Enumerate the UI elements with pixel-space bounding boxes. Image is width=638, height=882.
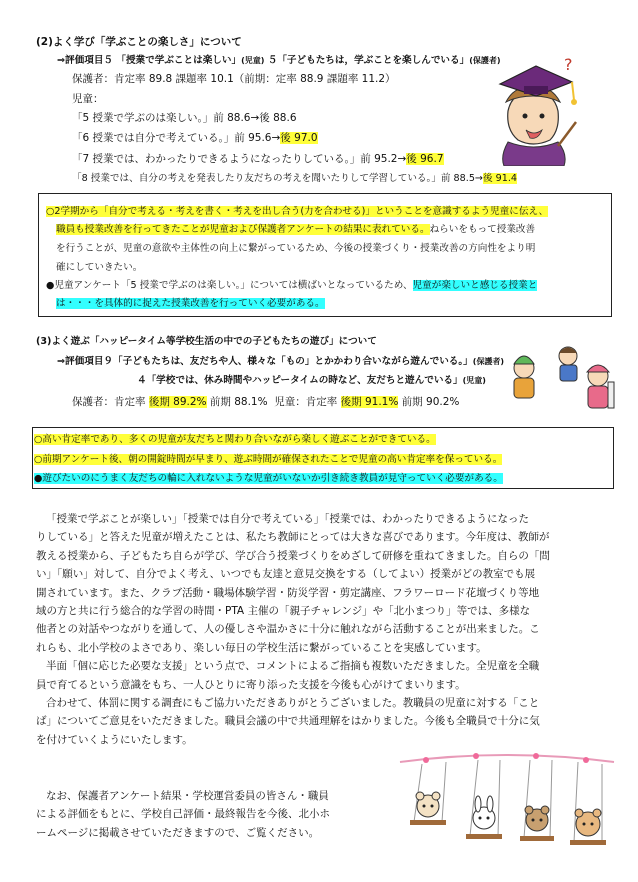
closing-text: なお、保護者アンケート結果・学校運営委員の皆さん・職員 による評価をもとに、学校自己評価・最終報告を今後、北小ホ ームページに掲載させていただきますので、ご覧ください。 (36, 790, 330, 839)
section3-rates-line: 保護者：肯定率 後期 89.2% 前期 88.1% 児童：肯定率 後期 91.1% 前期 90.2% (72, 396, 460, 408)
section2-box-line-6: は・・・を具体的に捉えた授業改善を行っていく必要がある。 (56, 298, 325, 309)
section2-box-line-5: ●児童アンケート「5 授業で学ぶのは楽しい。」については横ばいとなっているため、児童が楽しいと感じる授業と (46, 280, 538, 291)
eval-tag-child: (児童) (241, 56, 265, 65)
section2-heading: (2)よく学び「学ぶことの楽しさ」について (36, 36, 242, 48)
section3-box-line-3: ●遊びたいのにうまく友だちの輪に入れないような児童がいないか引き続き教員が見守っていく必要がある。 (34, 473, 503, 484)
svg-text:?: ? (564, 56, 573, 74)
section2-item-8: 「8 授業では、自分の考えを発表したり友だちの考えを聞いたりして学習している。」前 88.5→後 91.4 (72, 173, 517, 184)
professor-illustration-icon (488, 56, 588, 166)
eval-prefix: ⇒評価項目９ (57, 356, 114, 367)
section2-box-line-3: を行うことが、児童の意欲や主体性の向上に繋がっているため、今後の授業づくり・授業改善の方向性をより明 (56, 243, 536, 254)
section3-box-line-2: ○前期アンケート後、朝の開錠時間が早まり、遊ぶ時間が確保されたことで児童の高い肯定率を保っている。 (34, 454, 503, 465)
section2-eval-line (57, 52, 501, 70)
animals-swing-illustration-icon (396, 752, 618, 864)
eval-tag-child: (児童) (462, 376, 486, 385)
eval-item-a: 「子どもたちは、友だちや人、様々な「もの」とかかわり合いながら遊んでいる。」 (113, 356, 473, 367)
section2-item-7: 「7 授業では、わかったりできるようになったりしている。」前 95.2→後 96.7 (72, 153, 444, 165)
eval-tag-parent: (保護者) (472, 357, 505, 366)
section2-child-label: 児童： (72, 93, 104, 105)
eval-item-b: ４「学校では、休み時間やハッピータイムの時など、友だちと遊んでいる」 (137, 375, 463, 386)
highlight: 後 96.7 (406, 153, 444, 165)
eval-tag-parent: (保護者) (469, 56, 501, 65)
section2-box-line-2: 職員も授業改善を行ってきたことが児童および保護者アンケートの結果に表れている。ねらいをもって授業改善 (56, 224, 536, 235)
section2-item-6: 「6 授業では自分で考えている。」前 95.6→後 97.0 (72, 132, 318, 144)
section3-heading: (3)よく遊ぶ「ハッピータイム等学校生活の中での子どもたちの遊び」について (36, 336, 377, 347)
highlight: 後期 91.1% (340, 396, 399, 408)
eval-item-b: ５「子どもたちは，学ぶことを楽しんでいる」 (267, 55, 470, 66)
section2-box-line-4: 確にしていきたい。 (56, 262, 143, 273)
section2-item-5: 「5 授業で学ぶのは楽しい。」前 88.6→後 88.6 (72, 112, 297, 124)
highlight: 後 97.0 (280, 132, 318, 144)
highlight: 後期 89.2% (148, 396, 207, 408)
section3-eval-line-1 (57, 353, 504, 371)
eval-prefix: ⇒評価項目５ (57, 55, 114, 66)
section2-parent-rates: 保護者：肯定率 89.8 課題率 10.1（前期：定率 88.9 課題率 11.2） (72, 73, 396, 85)
highlight: 後 91.4 (482, 173, 517, 184)
body-text: 「授業で学ぶことが楽しい」「授業では自分で考えている」「授業では、わかったりできるようになった りしている」と答えた児童が増えたことは、私たち教師にとっては大きな喜びであります。今年度は、教師が 教える授業から、子どもたち自らが学び、学び合う授業づくりをめざして研修を重ねてきました。自らの「問 い」「願い」対して、自分でよく考え、いつでも友達と意見交換をする（してよい）授業がどの教室でも展 開されています。また、クラブ活動・職場体験学習・防災学習・剪定講座、フラワーロード花壇づくり等地 域の方と共に行う総合的な学習の時間・PTA 主催の「親子チャレンジ」や「北小まつり」等では、多様な 他者との対話やつながりを通して、人の優しさや温かさに十分に触れながら活動することが出来ました。こ れらも、北小学校のよさであり、楽しい毎日の学校生活に繋がっていることを実感しています。 半面「個に応じた必要な支援」という点で、コメントによるご指摘も複数いただきました。全児童を全職 員で育てるという意識をもち、一人ひとりに寄り添った支援を今後も心がけてまいります。 合わせて、体罰に関する調査にもご協力いただきありがとうございました。教職員の児童に対する「こと ば」についてご意見をいただきました。職員会議の中で共通理解をはかりました。今後も全職員で十分に気 を付けていくようにいたします。 (36, 513, 550, 746)
section3-eval-line-2 (137, 372, 486, 390)
eval-item-a: 「授業で学ぶことは楽しい」 (116, 55, 242, 66)
section2-box-line-1: ○2学期から「自分で考える・考えを書く・考えを出し合う(力を合わせる)」ということを意識するよう児童に伝え、 (46, 206, 549, 217)
section3-box-line-1: ○高い肯定率であり、多くの児童が友だちと関わり合いながら楽しく遊ぶことができている。 (34, 434, 436, 445)
children-playing-illustration-icon (500, 336, 620, 418)
